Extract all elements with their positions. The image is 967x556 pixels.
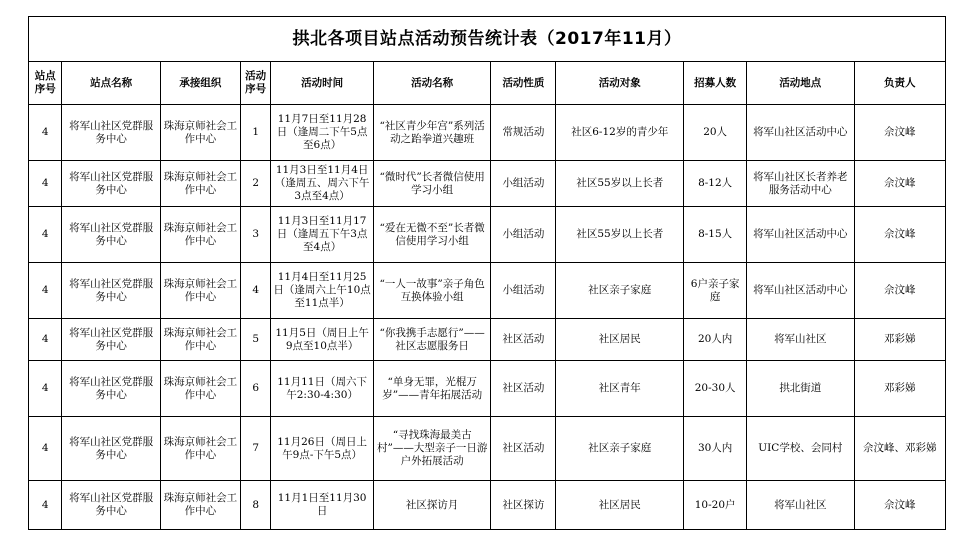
- cell-name: “爱在无微不至”长者微信使用学习小组: [373, 207, 491, 263]
- cell-act-no: 8: [240, 481, 270, 530]
- cell-site-name: 将军山社区党群服务中心: [62, 207, 160, 263]
- cell-time: 11月7日至11月28日（逢周二下午5点至6点）: [271, 105, 373, 161]
- table-row: [29, 361, 946, 417]
- cell-nature: 社区活动: [491, 361, 556, 417]
- cell-time: 11月1日至11月30日: [271, 481, 373, 530]
- cell-target: 社区55岁以上长者: [556, 207, 684, 263]
- cell-site-no: 4: [29, 481, 62, 530]
- cell-owner: 佘汶峰: [854, 481, 945, 530]
- cell-organizer: 珠海京师社会工作中心: [160, 161, 240, 207]
- cell-organizer: 珠海京师社会工作中心: [160, 417, 240, 481]
- cell-owner: 佘汶峰: [854, 105, 945, 161]
- cell-recruit: 30人内: [684, 417, 747, 481]
- cell-recruit: 20-30人: [684, 361, 747, 417]
- cell-owner: 邓彩娣: [854, 361, 945, 417]
- cell-name: “你我携手志愿行”——社区志愿服务日: [373, 319, 491, 361]
- cell-time: 11月11日（周六下午2:30-4:30）: [271, 361, 373, 417]
- cell-place: 将军山社区: [747, 481, 855, 530]
- cell-site-name: 将军山社区党群服务中心: [62, 161, 160, 207]
- cell-organizer: 珠海京师社会工作中心: [160, 207, 240, 263]
- header-target: 活动对象: [556, 62, 684, 105]
- activity-table: [28, 16, 946, 530]
- header-place: 活动地点: [747, 62, 855, 105]
- header-organizer: 承接组织: [160, 62, 240, 105]
- cell-place: 将军山社区: [747, 319, 855, 361]
- cell-recruit: 10-20户: [684, 481, 747, 530]
- cell-act-no: 4: [240, 263, 270, 319]
- cell-name: 社区探访月: [373, 481, 491, 530]
- cell-place: UIC学校、会同村: [747, 417, 855, 481]
- cell-site-no: 4: [29, 263, 62, 319]
- cell-place: 将军山社区长者养老服务活动中心: [747, 161, 855, 207]
- table-title: 拱北各项目站点活动预告统计表（2017年11月）: [29, 17, 946, 62]
- cell-site-name: 将军山社区党群服务中心: [62, 319, 160, 361]
- cell-site-no: 4: [29, 207, 62, 263]
- cell-nature: 小组活动: [491, 161, 556, 207]
- cell-site-name: 将军山社区党群服务中心: [62, 361, 160, 417]
- cell-time: 11月3日至11月17日（逢周五下午3点至4点）: [271, 207, 373, 263]
- cell-nature: 小组活动: [491, 263, 556, 319]
- cell-time: 11月3日至11月4日（逢周五、周六下午3点至4点）: [271, 161, 373, 207]
- header-nature: 活动性质: [491, 62, 556, 105]
- cell-act-no: 2: [240, 161, 270, 207]
- cell-target: 社区亲子家庭: [556, 263, 684, 319]
- cell-site-no: 4: [29, 161, 62, 207]
- cell-owner: 佘汶峰: [854, 263, 945, 319]
- cell-place: 将军山社区活动中心: [747, 263, 855, 319]
- cell-target: 社区青年: [556, 361, 684, 417]
- cell-time: 11月26日（周日上午9点-下午5点）: [271, 417, 373, 481]
- cell-recruit: 8-15人: [684, 207, 747, 263]
- cell-site-name: 将军山社区党群服务中心: [62, 105, 160, 161]
- cell-target: 社区居民: [556, 481, 684, 530]
- cell-recruit: 20人内: [684, 319, 747, 361]
- cell-owner: 佘汶峰: [854, 207, 945, 263]
- cell-target: 社区亲子家庭: [556, 417, 684, 481]
- cell-site-name: 将军山社区党群服务中心: [62, 263, 160, 319]
- header-recruit: 招募人数: [684, 62, 747, 105]
- activity-table-sheet: [28, 16, 946, 530]
- cell-name: “社区青少年宫”系列活动之跆拳道兴趣班: [373, 105, 491, 161]
- table-row: [29, 161, 946, 207]
- cell-act-no: 3: [240, 207, 270, 263]
- cell-organizer: 珠海京师社会工作中心: [160, 319, 240, 361]
- cell-act-no: 6: [240, 361, 270, 417]
- cell-nature: 社区探访: [491, 481, 556, 530]
- table-row: [29, 207, 946, 263]
- cell-organizer: 珠海京师社会工作中心: [160, 263, 240, 319]
- table-row: [29, 417, 946, 481]
- cell-site-name: 将军山社区党群服务中心: [62, 481, 160, 530]
- cell-nature: 小组活动: [491, 207, 556, 263]
- cell-target: 社区55岁以上长者: [556, 161, 684, 207]
- cell-site-no: 4: [29, 105, 62, 161]
- cell-name: “微时代”长者微信使用学习小组: [373, 161, 491, 207]
- cell-recruit: 20人: [684, 105, 747, 161]
- header-site-no: 站点序号: [29, 62, 62, 105]
- cell-nature: 常规活动: [491, 105, 556, 161]
- cell-organizer: 珠海京师社会工作中心: [160, 481, 240, 530]
- cell-organizer: 珠海京师社会工作中心: [160, 361, 240, 417]
- cell-place: 拱北街道: [747, 361, 855, 417]
- table-row: [29, 105, 946, 161]
- cell-nature: 社区活动: [491, 417, 556, 481]
- header-time: 活动时间: [271, 62, 373, 105]
- cell-time: 11月4日至11月25日（逢周六上午10点至11点半）: [271, 263, 373, 319]
- cell-site-name: 将军山社区党群服务中心: [62, 417, 160, 481]
- table-row: [29, 481, 946, 530]
- cell-organizer: 珠海京师社会工作中心: [160, 105, 240, 161]
- table-row: [29, 263, 946, 319]
- header-owner: 负责人: [854, 62, 945, 105]
- cell-place: 将军山社区活动中心: [747, 207, 855, 263]
- cell-act-no: 5: [240, 319, 270, 361]
- cell-target: 社区居民: [556, 319, 684, 361]
- header-site-name: 站点名称: [62, 62, 160, 105]
- cell-recruit: 6户亲子家庭: [684, 263, 747, 319]
- cell-owner: 邓彩娣: [854, 319, 945, 361]
- cell-name: “寻找珠海最美古村”——大型亲子一日游户外拓展活动: [373, 417, 491, 481]
- cell-recruit: 8-12人: [684, 161, 747, 207]
- cell-place: 将军山社区活动中心: [747, 105, 855, 161]
- header-row: [29, 62, 946, 105]
- cell-owner: 佘汶峰、邓彩娣: [854, 417, 945, 481]
- cell-site-no: 4: [29, 319, 62, 361]
- cell-time: 11月5日（周日上午9点至10点半）: [271, 319, 373, 361]
- cell-target: 社区6-12岁的青少年: [556, 105, 684, 161]
- header-name: 活动名称: [373, 62, 491, 105]
- cell-name: “单身无罪，光棍万岁”——青年拓展活动: [373, 361, 491, 417]
- table-row: [29, 319, 946, 361]
- cell-nature: 社区活动: [491, 319, 556, 361]
- cell-site-no: 4: [29, 361, 62, 417]
- cell-name: “一人一故事”亲子角色互换体验小组: [373, 263, 491, 319]
- cell-site-no: 4: [29, 417, 62, 481]
- cell-act-no: 1: [240, 105, 270, 161]
- cell-act-no: 7: [240, 417, 270, 481]
- header-act-no: 活动序号: [240, 62, 270, 105]
- cell-owner: 佘汶峰: [854, 161, 945, 207]
